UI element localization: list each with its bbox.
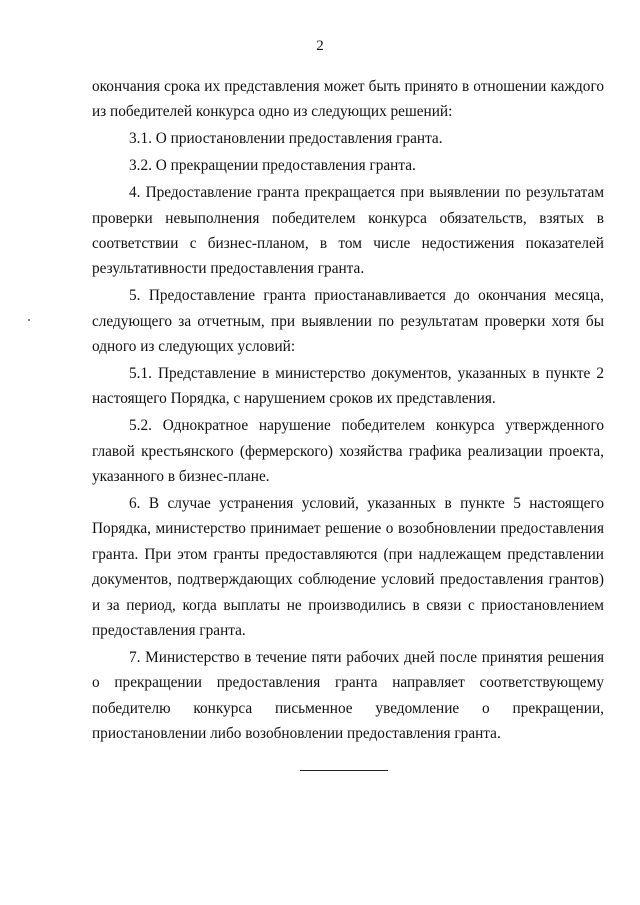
paragraph-3-1: 3.1. О приостановлении предоставления гранта. [129,130,443,148]
paragraph-6: 6. В случае устранения условий, указанных в пункте 5 настоящего Порядка, министерство принимает решение о возобновлении предоставления гранта. При этом гранты предоставляются (при надлежащем представлении документов, подтверждающих соблюдение условий предоставления грантов) и за период, когда выплаты не производились в связи с приостановлением предоставления гранта. [92,495,604,640]
paragraph-continuation: окончания срока их представления может быть принято в отношении каждого из победителей конкурса одно из следующих решений: [92,78,604,121]
page-number: 2 [316,38,324,54]
paragraph-3-2: 3.2. О прекращении предоставления гранта. [129,157,416,175]
paragraph-7: 7. Министерство в течение пяти рабочих дней после принятия решения о прекращении предоставления гранта направляет соответствующему победителю конкурса письменное уведомление о прекращении, приостановлении либо возобновлении предоставления гранта. [92,648,604,743]
margin-mark [28,319,30,321]
paragraph-5-2: 5.2. Однократное нарушение победителем конкурса утвержденного главой крестьянского (фермерского) хозяйства графика реализации проекта, указанного в бизнес-плане. [92,417,604,486]
paragraph-4: 4. Предоставление гранта прекращается при выявлении по результатам проверки невыполнения победителем конкурса обязательств, взятых в соответствии с бизнес-планом, в том числе недостижения показателей результативности предоставления гранта. [92,184,604,278]
paragraph-5-1: 5.1. Представление в министерство документов, указанных в пункте 2 настоящего Порядка, с нарушением сроков их представления. [92,364,604,408]
document-body [92,74,604,748]
paragraph-5: 5. Предоставление гранта приостанавливается до окончания месяца, следующего за отчетным, при выявлении по результатам проверки хотя бы одного из следующих условий: [92,287,604,356]
end-divider [300,770,388,771]
